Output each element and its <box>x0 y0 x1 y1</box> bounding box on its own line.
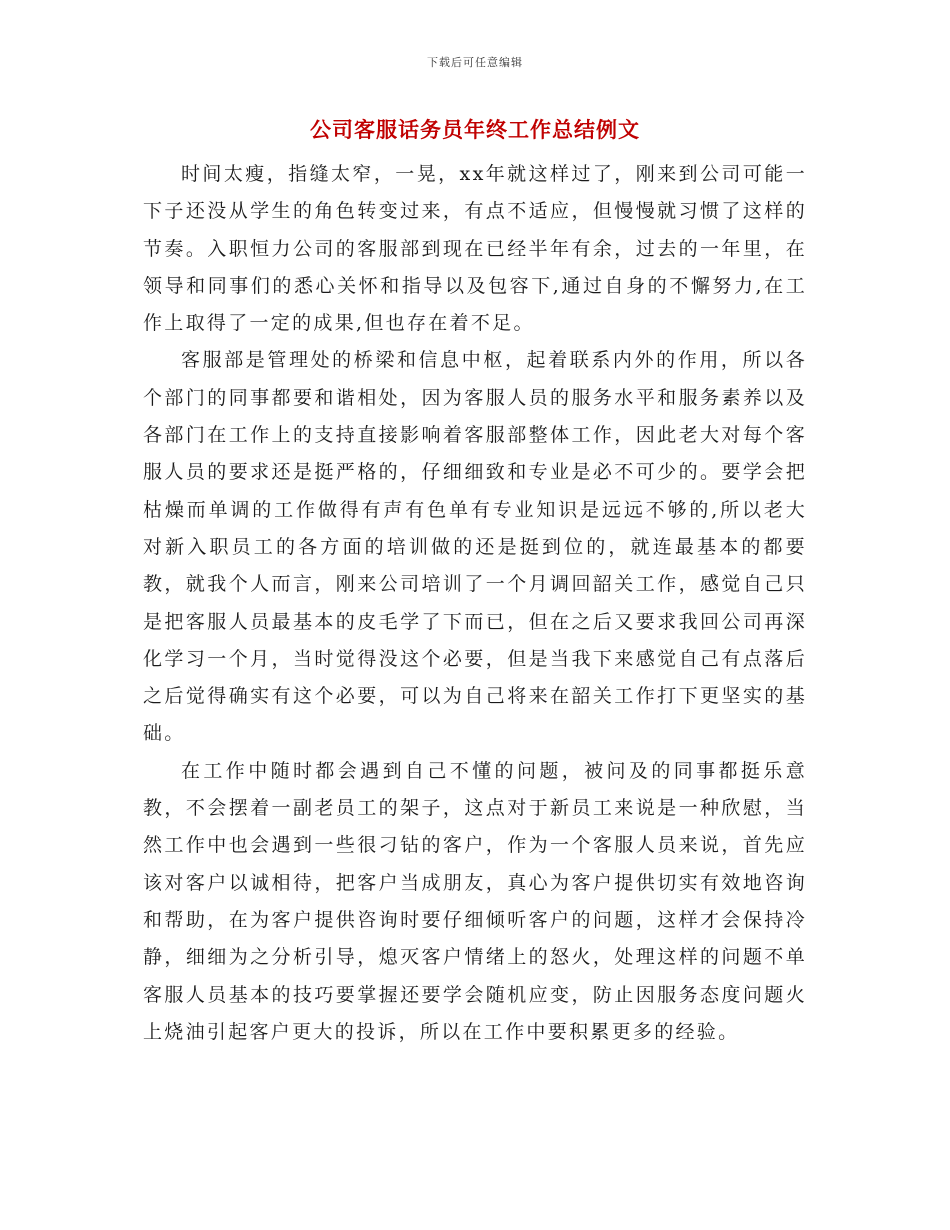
document-title: 公司客服话务员年终工作总结例文 <box>310 117 640 142</box>
paragraph-3: 在工作中随时都会遇到自己不懂的问题，被问及的同事都挺乐意教，不会摆着一副老员工的架子，这点对于新员工来说是一种欣慰，当然工作中也会遇到一些很刁钻的客户，作为一个客服人员来说，首先应该对客户以诚相待，把客户当成朋友，真心为客户提供切实有效地咨询和帮助，在为客户提供咨询时要仔细倾听客户的问题，这样才会保持冷静，细细为之分析引导，熄灭客户情绪上的怒火，处理这样的问题不单客服人员基本的技巧要掌握还要学会随机应变，防止因服务态度问题火上烧油引起客户更大的投诉，所以在工作中要积累更多的经验。 <box>143 759 807 1043</box>
paragraph-2: 客服部是管理处的桥梁和信息中枢，起着联系内外的作用，所以各个部门的同事都要和谐相处，因为客服人员的服务水平和服务素养以及各部门在工作上的支持直接影响着客服部整体工作，因此老大对每个客服人员的要求还是挺严格的，仔细细致和专业是必不可少的。要学会把枯燥而单调的工作做得有声有色单有专业知识是远远不够的,所以老大对新入职员工的各方面的培训做的还是挺到位的，就连最基本的都要教，就我个人而言，刚来公司培训了一个月调回韶关工作，感觉自己只是把客服人员最基本的皮毛学了下而已，但在之后又要求我回公司再深化学习一个月，当时觉得没这个必要，但是当我下来感觉自己有点落后之后觉得确实有这个必要，可以为自己将来在韶关工作打下更坚实的基础。 <box>143 349 807 745</box>
paragraph-1: 时间太瘦，指缝太窄，一晃，xx年就这样过了，刚来到公司可能一下子还没从学生的角色转变过来，有点不适应，但慢慢就习惯了这样的节奏。入职恒力公司的客服部到现在已经半年有余，过去的一年里，在领导和同事们的悉心关怀和指导以及包容下,通过自身的不懈努力,在工作上取得了一定的成果,但也存在着不足。 <box>143 163 807 335</box>
document-body <box>143 156 807 1051</box>
header-note: 下载后可任意编辑 <box>427 56 523 69</box>
